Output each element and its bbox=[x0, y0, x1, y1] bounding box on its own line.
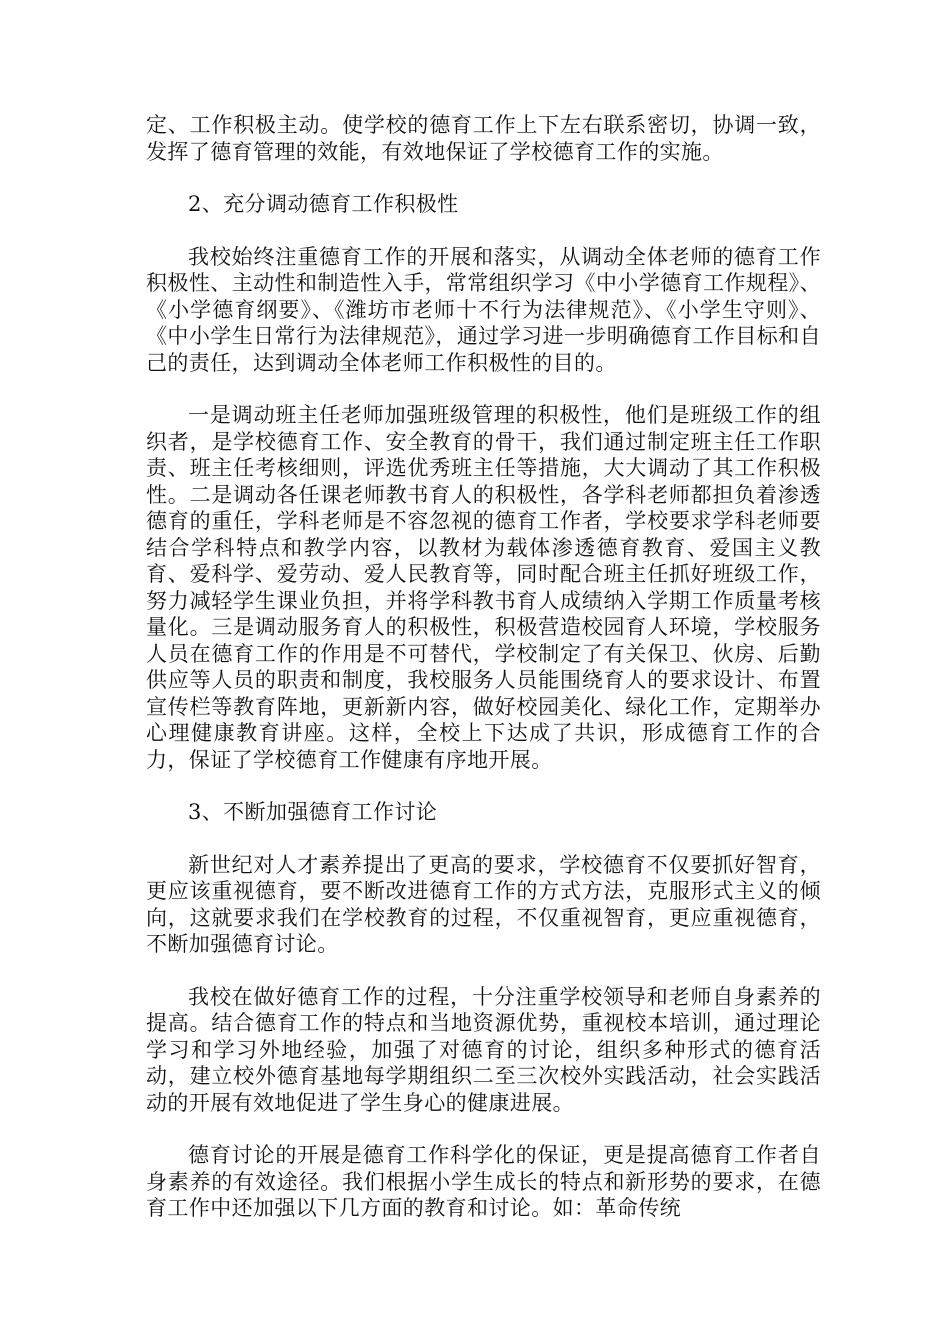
paragraph-continuation: 定、工作积极主动。使学校的德育工作上下左右联系密切，协调一致，发挥了德育管理的效能，有效地保证了学校德育工作的实施。 bbox=[146, 113, 821, 164]
paragraph: 我校在做好德育工作的过程，十分注重学校领导和老师自身素养的提高。结合德育工作的特点和当地资源优势，重视校本培训，通过理论学习和学习外地经验，加强了对德育的讨论，组织多种形式的德育活动，建立校外德育基地每学期组织二至三次校外实践活动，社会实践活动的开展有效地促进了学生身心的健康进展。 bbox=[146, 984, 821, 1115]
section-heading-3: 3、不断加强德育工作讨论 bbox=[188, 800, 438, 824]
paragraph: 德育讨论的开展是德育工作科学化的保证，更是提高德育工作者自身素养的有效途径。我们根据小学生成长的特点和新形势的要求，在德育工作中还加强以下几方面的教育和讨论。如：革命传统 bbox=[146, 1143, 821, 1220]
paragraph: 新世纪对人才素养提出了更高的要求，学校德育不仅要抓好智育，更应该重视德育，要不断改进德育工作的方式方法，克服形式主义的倾向，这就要求我们在学校教育的过程，不仅重视智育，更应重视德育，不断加强德育讨论。 bbox=[146, 852, 821, 956]
paragraph: 一是调动班主任老师加强班级管理的积极性，他们是班级工作的组织者，是学校德育工作、安全教育的骨干，我们通过制定班主任工作职责、班主任考核细则，评选优秀班主任等措施，大大调动了其工作积极性。二是调动各任课老师教书育人的积极性，各学科老师都担负着渗透德育的重任，学科老师是不容忽视的德育工作者，学校要求学科老师要结合学科特点和教学内容，以教材为载体渗透德育教育、爱国主义教育、爱科学、爱劳动、爱人民教育等，同时配合班主任抓好班级工作，努力减轻学生课业负担，并将学科教书育人成绩纳入学期工作质量考核量化。三是调动服务育人的积极性，积极营造校园育人环境，学校服务人员在德育工作的作用是不可替代，学校制定了有关保卫、伙房、后勤供应等人员的职责和制度，我校服务人员能围绕育人的要求设计、布置宣传栏等教育阵地，更新新内容，做好校园美化、绿化工作，定期举办心理健康教育讲座。这样，全校上下达成了共识，形成德育工作的合力，保证了学校德育工作健康有序地开展。 bbox=[146, 403, 821, 772]
document-body bbox=[146, 112, 821, 1248]
section-heading-2: 2、充分调动德育工作积极性 bbox=[188, 192, 459, 216]
paragraph: 我校始终注重德育工作的开展和落实，从调动全体老师的德育工作积极性、主动性和制造性入手，常常组织学习《中小学德育工作规程》、《小学德育纲要》、《潍坊市老师十不行为法律规范》、《小学生守则》、《中小学生日常行为法律规范》，通过学习进一步明确德育工作目标和自己的责任，达到调动全体老师工作积极性的目的。 bbox=[146, 244, 821, 375]
